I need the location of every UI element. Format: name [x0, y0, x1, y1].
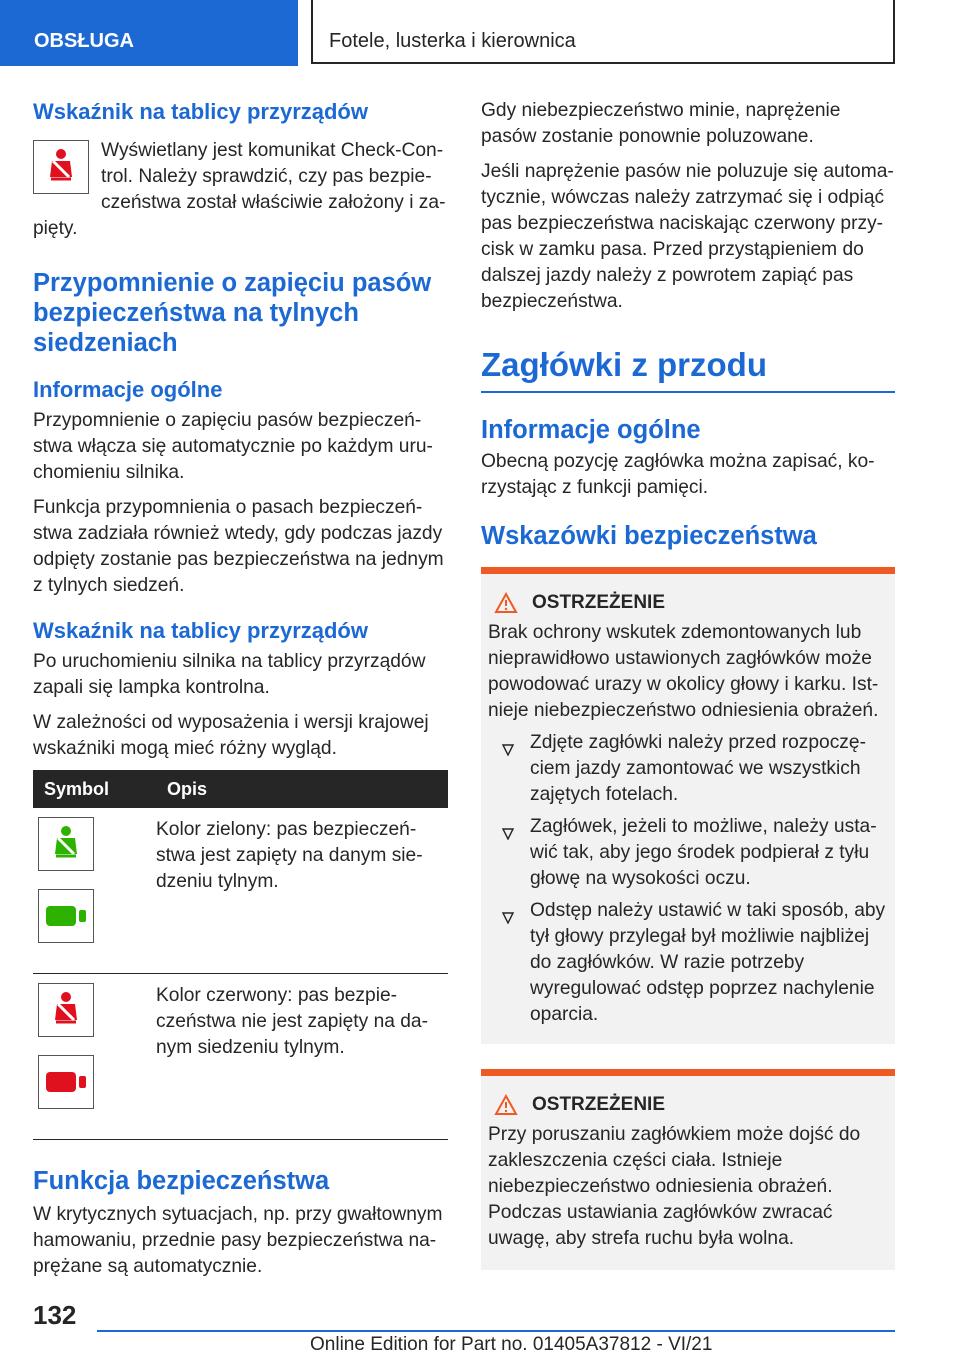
- warning-box: [481, 567, 895, 1044]
- paragraph-safety-function: W krytycznych sytuacjach, np. przy gwałtownym hamowaniu, przednie pasy bezpieczeństwa naprężane są automatycznie.: [33, 1204, 443, 1277]
- page-number: 132: [33, 1300, 77, 1330]
- symbol-table: [33, 770, 448, 1140]
- row-desc-green: Kolor zielony: pas bezpieczeństwa jest zapięty na danym siedzeniu tylnym.: [156, 808, 448, 974]
- paragraph-lamp: Po uruchomieniu silnika na tablicy przyrządów zapali się lampka kontrolna.: [33, 651, 426, 698]
- table-row: [33, 808, 448, 974]
- seat-red-icon: [38, 1055, 94, 1109]
- bullet-text: Zagłówek, jeżeli to możliwe, należy ustawić tak, aby jego środek podpierał z tyłu głowę na wysokości oczu.: [530, 816, 877, 889]
- edition-label: Online Edition for Part no. 01405A37812 - VI/21: [310, 1334, 713, 1355]
- paragraph-variants: W zależności od wyposażenia i wersji krajowej wskaźniki mogą mieć różny wygląd.: [33, 712, 429, 759]
- list-item: [488, 730, 888, 808]
- paragraph-memory: Obecną pozycję zagłówka można zapisać, korzystając z funkcji pamięci.: [481, 451, 875, 498]
- row-desc-red: Kolor czerwony: pas bezpieczeństwa nie jest zapięty na danym siedzeniu tylnym.: [156, 974, 448, 1140]
- list-item: [488, 814, 888, 892]
- heading-general-info-right: Informacje ogólne: [481, 416, 701, 444]
- warning-text: Brak ochrony wskutek zdemontowanych lub nieprawidłowo ustawionych zagłówków może powodować urazy w okolicy głowy i karku. Istnieje niebezpieczeństwo odniesienia obrażeń.: [488, 622, 879, 721]
- bullet-text: Zdjęte zagłówki należy przed rozpoczęciem jazdy zamontować we wszystkich zajętych fotelach.: [530, 732, 866, 805]
- list-item: [488, 898, 888, 1028]
- paragraph-tension-release: Gdy niebezpieczeństwo minie, naprężenie pasów zostanie ponownie poluzowane.: [481, 100, 841, 147]
- paragraph-function: Funkcja przypomnienia o pasach bezpieczeństwa zadziała również wtedy, gdy podczas jazdy odpięty zostanie pas bezpieczeństwa na jednym z tylnych siedzeń.: [33, 497, 444, 596]
- paragraph-manual-release: Jeśli naprężenie pasów nie poluzuje się automatycznie, wówczas należy zatrzymać się i odpiąć pas bezpieczeństwa naciskając czerwony przycisk w zamku pasa. Przed przystąpieniem do dalszej jazdy należy z powrotem zapiąć pas bezpieczeństwa.: [481, 161, 894, 312]
- left-column: [33, 98, 449, 1289]
- warning-text: Przy poruszaniu zagłówkiem może dojść do zakleszczenia części ciała. Istnieje niebezpieczeństwo odniesienia obrażeń. Podczas ustawiania zagłówków zwracać uwagę, aby strefa ruchu była wolna.: [488, 1124, 861, 1249]
- section-tab: OBSŁUGA: [0, 0, 298, 66]
- heading-indicator-2: Wskaźnik na tablicy przyrządów: [33, 618, 368, 643]
- warning-box: [481, 1069, 895, 1270]
- checkcontrol-text: Wyświetlany jest komunikat Check-Control. Należy sprawdzić, czy pas bezpieczeństwa został właściwie założony i zapięty.: [33, 140, 446, 239]
- warning-triangle-icon: [494, 592, 518, 614]
- checkcontrol-block: [33, 138, 449, 268]
- warning-title: OSTRZEŻENIE: [532, 1094, 666, 1115]
- warning-triangle-icon: [494, 1094, 518, 1116]
- bullet-triangle-icon: [502, 730, 530, 808]
- heading-safety-tips: Wskazówki bezpieczeństwa: [481, 522, 817, 550]
- seatbelt-unfastened-icon: [38, 983, 94, 1037]
- seatbelt-warning-icon: [33, 140, 89, 194]
- paragraph-reminder: Przypomnienie o zapięciu pasów bezpieczeństwa włącza się automatycznie po każdym uruchomieniu silnika.: [33, 410, 433, 483]
- chapter-title: Fotele, lusterka i kierownica: [311, 0, 895, 64]
- warning-title: OSTRZEŻENIE: [532, 592, 666, 613]
- heading-indicator: Wskaźnik na tablicy przyrządów: [33, 99, 368, 124]
- table-header-desc: Opis: [156, 770, 448, 808]
- heading-safety-function: Funkcja bezpieczeństwa: [33, 1167, 330, 1195]
- bullet-triangle-icon: [502, 898, 530, 1028]
- seat-green-icon: [38, 889, 94, 943]
- heading-front-headrests: Zagłówki z przodu: [481, 345, 895, 393]
- right-column: [481, 98, 895, 1270]
- heading-rear-reminder: Przypomnienie o zapięciu pasów bezpieczeństwa na tylnych siedzeniach: [33, 269, 432, 357]
- table-row: [33, 974, 448, 1140]
- bullet-text: Odstęp należy ustawić w taki sposób, aby tył głowy przylegał był możliwie najbliżej do zagłówków. W razie potrzeby wyregulować odstęp poprzez nachylenie oparcia.: [530, 900, 886, 1025]
- bullet-triangle-icon: [502, 814, 530, 892]
- heading-general-info: Informacje ogólne: [33, 377, 223, 402]
- table-header-symbol: Symbol: [33, 770, 156, 808]
- footer-divider: [97, 1330, 895, 1332]
- seatbelt-fastened-icon: [38, 817, 94, 871]
